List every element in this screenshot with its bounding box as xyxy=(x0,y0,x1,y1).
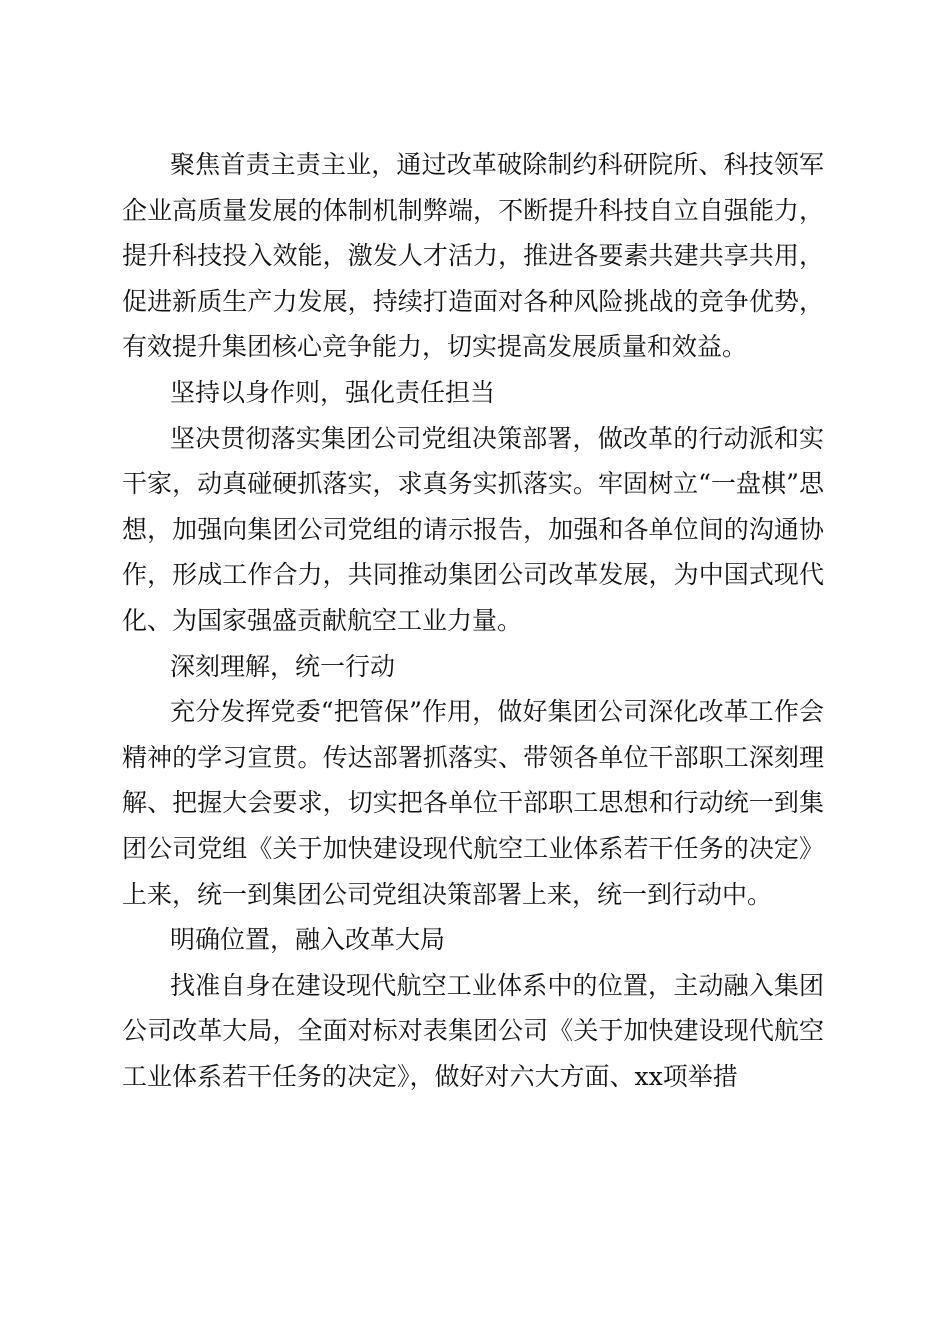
section-heading-unified-action: 深刻理解，统一行动 xyxy=(170,651,396,681)
document-body xyxy=(122,142,824,1099)
section-heading-responsibility: 坚持以身作则，强化责任担当 xyxy=(170,377,496,407)
section-heading-reform-position: 明确位置，融入改革大局 xyxy=(170,925,446,955)
paragraph-reform-alignment: 找准自身在建设现代航空工业体系中的位置，主动融入集团公司改革大局，全面对标对表集团公司《关于加快建设现代航空工业体系若干任务的决定》，做好对六大方面、xx项举措 xyxy=(122,970,824,1091)
paragraph-implementation: 坚决贯彻落实集团公司党组决策部署，做改革的行动派和实干家，动真碰硬抓落实，求真务实抓落实。牢固树立“一盘棋”思想，加强向集团公司党组的请示报告，加强和各单位间的沟通协作，形成工作合力，共同推动集团公司改革发展，为中国式现代化、为国家强盛贡献航空工业力量。 xyxy=(122,423,824,635)
paragraph-study-and-promotion: 充分发挥党委“把管保”作用，做好集团公司深化改革工作会精神的学习宣贯。传达部署抓落实、带领各单位干部职工深刻理解、把握大会要求，切实把各单位干部职工思想和行动统一到集团公司党组《关于加快建设现代航空工业体系若干任务的决定》上来，统一到集团公司党组决策部署上来，统一到行动中。 xyxy=(122,697,824,909)
paragraph-core-business: 聚焦首责主责主业，通过改革破除制约科研院所、科技领军企业高质量发展的体制机制弊端，不断提升科技自立自强能力，提升科技投入效能，激发人才活力，推进各要素共建共享共用，促进新质生产力发展，持续打造面对各种风险挑战的竞争优势，有效提升集团核心竞争能力，切实提高发展质量和效益。 xyxy=(122,150,824,362)
